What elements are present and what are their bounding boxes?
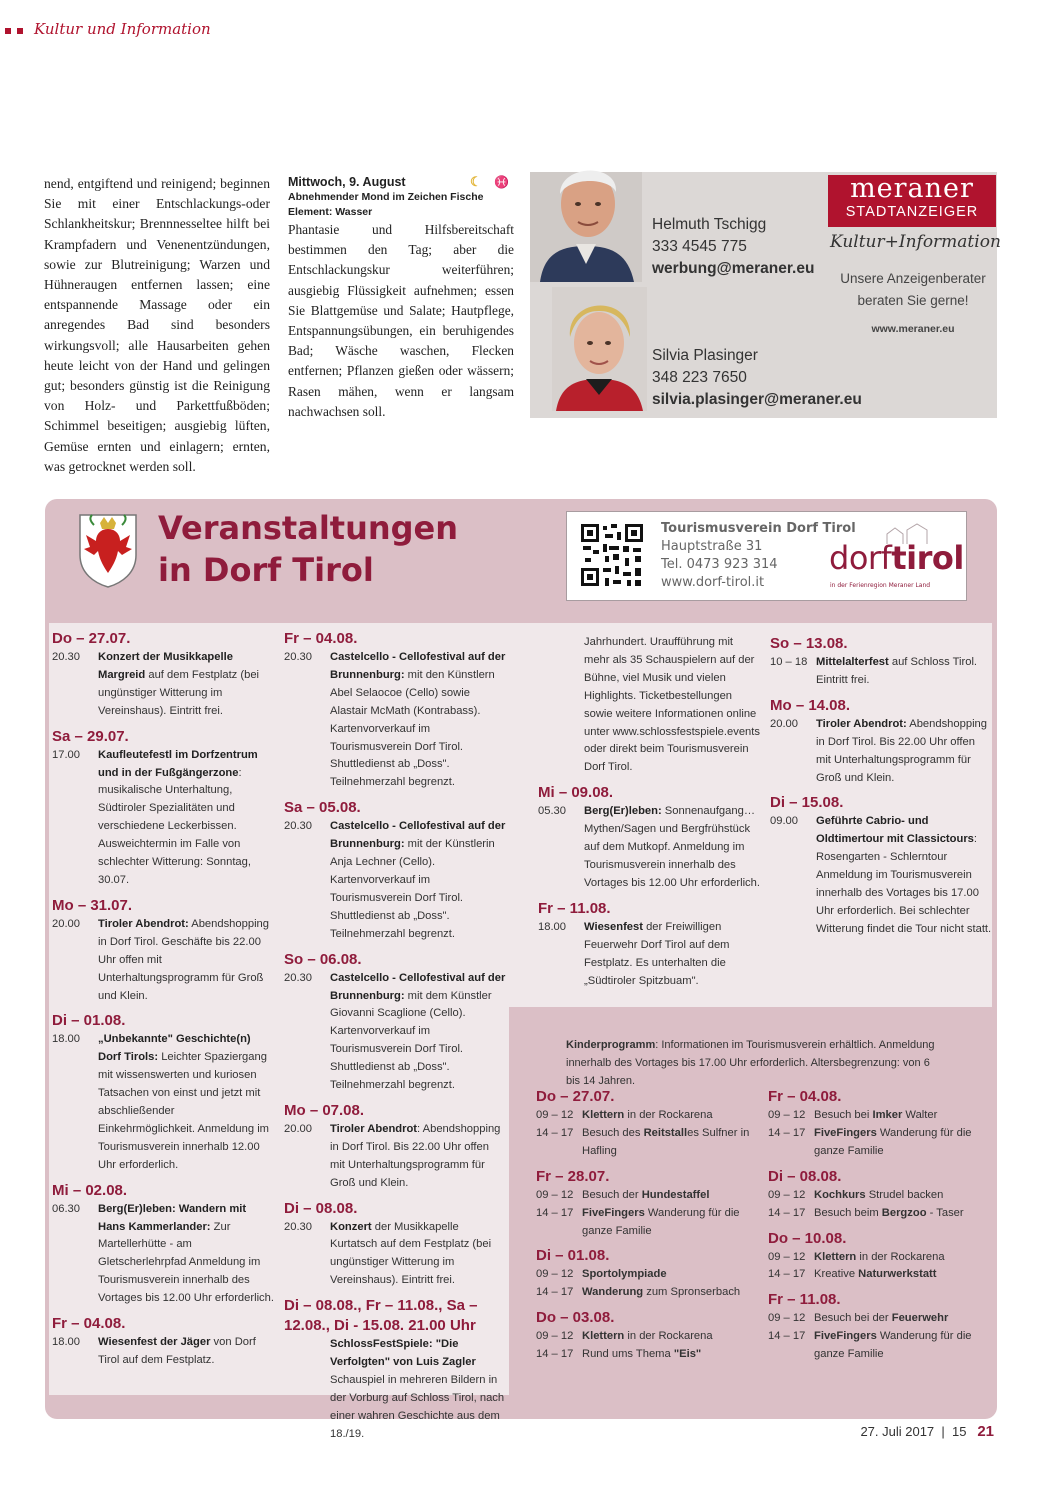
kids-activity — [582, 1328, 760, 1346]
kids-day — [536, 1167, 760, 1241]
event-text: : Rosengarten - Schlerntour Anmeldung im Tourismusverein innerhalb des Vortages bis 17.00 Uhr erforderlich. Bei schlechter Witterung findet die Tour nicht statt. — [816, 833, 992, 935]
event-time: 20.00 — [52, 917, 80, 930]
event-text: von Dorf Tirol auf dem Festplatz. — [98, 1336, 256, 1366]
event-time: 18.00 — [538, 920, 566, 933]
kids-activity-name: Reitstall — [643, 1126, 688, 1139]
kids-time: 09 – 12 — [536, 1268, 574, 1281]
page-number: 21 — [977, 1423, 994, 1440]
kids-activity-pre: Besuch bei — [814, 1109, 873, 1121]
kids-time: 09 – 12 — [768, 1312, 806, 1325]
event-text: mit dem Künstler Giovanni Scaglione (Cello). Kartenvorverkauf im Tourismusverein Dorf Tirol. Shuttledienst ab „Doss". Teilnehmerzahl begrenzt. — [330, 989, 492, 1092]
event-time: 09.00 — [770, 815, 798, 828]
event-date: So – 13.08. — [770, 635, 848, 652]
event-description — [584, 803, 760, 893]
event-entry — [284, 1101, 506, 1193]
kids-activity-text: in der Rockarena — [856, 1250, 945, 1263]
event-text: Abendshopping in Dorf Tirol. Bis 22.00 Uhr offen mit Unterhaltungsprogramm für Groß und Klein. — [816, 717, 988, 784]
kids-activity-name: FiveFingers — [582, 1206, 645, 1219]
kids-activity — [814, 1125, 992, 1161]
kids-activity-pre: Besuch der — [582, 1188, 642, 1201]
kinderprogramm-header: Kinderprogramm: Informationen im Tourismusverein erhältlich. Anmeldung innerhalb des Vortages bis 17.00 Uhr erforderlich. Altersbegrenzung: von 6 bis 14 Jahren. — [566, 1039, 935, 1087]
kids-activity-pre: Kreative — [814, 1268, 859, 1281]
kids-date: Fr – 28.07. — [536, 1167, 610, 1185]
kids-activity — [582, 1346, 760, 1364]
entry-date: Mittwoch, 9. August ☾ ♓ — [288, 174, 509, 189]
kids-activity-name: Naturwerkstatt — [858, 1268, 937, 1281]
event-description — [98, 1334, 274, 1370]
event-title: Wiesenfest der Jäger — [98, 1336, 211, 1349]
kultur-information-tagline: Kultur+Information — [830, 232, 1001, 252]
event-entry — [770, 634, 992, 690]
event-description — [98, 916, 274, 1006]
kids-row — [536, 1107, 760, 1125]
kids-activity — [814, 1328, 992, 1364]
event-date: Mo – 31.07. — [52, 896, 133, 914]
kids-row — [536, 1284, 760, 1302]
kids-day — [536, 1246, 760, 1302]
kids-activity-text: es Sulfner in Hafling — [582, 1126, 750, 1157]
event-description — [98, 1031, 274, 1174]
event-time: 20.30 — [284, 651, 312, 663]
event-title: Geführte Cabrio- und Oldtimertour mit Classictours — [816, 815, 974, 846]
event-time: 20.30 — [284, 971, 312, 984]
event-date: Di – 01.08. — [52, 1012, 126, 1030]
contact-email[interactable]: silvia.plasinger@meraner.eu — [652, 391, 862, 408]
event-time: 06.30 — [52, 1202, 80, 1215]
kids-row — [768, 1107, 992, 1125]
header-square-2 — [17, 28, 23, 34]
kids-activity-text: Walter — [902, 1109, 938, 1121]
event-entry — [52, 727, 274, 890]
event-row — [52, 1031, 274, 1174]
event-title: „Unbekannte" Geschichte(n) Dorf Tirols: — [98, 1033, 251, 1064]
kids-time: 09 – 12 — [768, 1250, 806, 1263]
event-row — [52, 1201, 274, 1308]
kids-row — [768, 1125, 992, 1161]
kids-time: 14 – 17 — [768, 1206, 806, 1219]
event-description — [330, 818, 506, 943]
kids-activity — [814, 1205, 992, 1223]
section-title: Kultur und Information — [34, 20, 211, 38]
event-description — [98, 747, 274, 890]
kids-time: 14 – 17 — [536, 1348, 574, 1361]
kids-activity — [814, 1310, 992, 1328]
event-description — [584, 919, 760, 991]
kids-date: Do – 27.07. — [536, 1088, 615, 1105]
event-entry — [770, 696, 992, 788]
kids-row — [536, 1328, 760, 1346]
kids-activity — [582, 1284, 760, 1302]
kids-row — [536, 1266, 760, 1284]
kids-row — [536, 1346, 760, 1364]
kids-activity — [814, 1266, 992, 1284]
page-footer: 27. Juli 2017 | 15 21 — [860, 1423, 994, 1440]
kids-activity-text: in der Rockarena — [624, 1330, 713, 1343]
event-row — [284, 1219, 506, 1291]
kids-day — [768, 1087, 992, 1161]
kids-activity-name: Feuerwehr — [891, 1312, 949, 1325]
event-title: Konzert der Musikkapelle Margreid — [98, 651, 233, 681]
event-time: 10 – 18 — [770, 656, 808, 668]
kids-activity — [814, 1187, 992, 1205]
event-date: Di – 15.08. — [770, 794, 844, 812]
event-row — [284, 1336, 506, 1443]
kids-row — [536, 1187, 760, 1205]
event-text: der Musikkapelle Kurtatsch auf dem Festplatz (bei ungünstiger Witterung im Vereinshaus). Eintritt frei. — [330, 1220, 492, 1287]
event-text: Leichter Spaziergang mit wissenswerten und kuriosen Tatsachen von einst und jetzt mit abschließender Einkehrmöglichkeit. Anmeldung im Tourismusverein innerhalb 12.00 Uhr erforderlich. — [98, 1051, 270, 1171]
kids-row — [768, 1328, 992, 1364]
event-row — [52, 649, 274, 721]
kids-activity — [814, 1249, 992, 1267]
kids-time: 14 – 17 — [768, 1126, 806, 1139]
event-date: Mo – 07.08. — [284, 1101, 365, 1119]
event-title: Wiesenfest — [584, 920, 643, 933]
kids-activity-text: Strudel backen — [865, 1188, 944, 1201]
event-time: 18.00 — [52, 1033, 80, 1046]
event-time: 20.30 — [284, 820, 312, 833]
contact-phone: 348 223 7650 — [652, 369, 747, 386]
event-time: 18.00 — [52, 1336, 80, 1349]
kids-row — [768, 1187, 992, 1205]
kids-activity-name: Klettern — [582, 1109, 625, 1121]
kids-date: Do – 10.08. — [768, 1229, 847, 1247]
event-text: : musikalische Unterhaltung, Südtiroler Spezialitäten und verschiedene Leckerbissen. Ausweichtermin im Falle von schlechter Witterung: Sonntag, 30.07. — [98, 766, 251, 886]
kids-time: 09 – 12 — [536, 1109, 574, 1121]
event-text: Abendshopping in Dorf Tirol. Geschäfte bis 22.00 Uhr offen mit Unterhaltungsprogramm für Groß und Klein. — [98, 917, 270, 1002]
kids-date: Di – 01.08. — [536, 1247, 610, 1265]
kids-activity-name: FiveFingers — [814, 1126, 877, 1139]
event-date: Sa – 05.08. — [284, 799, 361, 817]
entry-moon-sign: Abnehmender Mond im Zeichen Fische — [288, 191, 484, 203]
issue-date: 27. Juli 2017 — [860, 1424, 935, 1439]
event-entry — [284, 1199, 506, 1291]
event-title: Konzert — [330, 1220, 372, 1233]
kids-activity-name: Klettern — [582, 1330, 625, 1343]
kids-activity — [814, 1107, 992, 1125]
event-date: Fr – 11.08. — [538, 899, 611, 917]
kids-activity-name: Hundestaffel — [641, 1188, 710, 1201]
event-entry — [52, 1314, 274, 1370]
event-time: 17.00 — [52, 748, 80, 761]
event-text: auf dem Festplatz (bei ungünstiger Witterung im Vereinshaus). Eintritt frei. — [98, 668, 260, 717]
event-entry — [770, 793, 992, 938]
event-row — [52, 916, 274, 1006]
event-entry — [284, 950, 506, 1095]
event-date: Sa – 29.07. — [52, 727, 129, 745]
kids-activity — [582, 1125, 760, 1161]
kids-day — [536, 1087, 760, 1161]
kids-activity-name: "Eis" — [673, 1348, 702, 1361]
kids-activity-text: - Taser — [926, 1206, 964, 1219]
kids-row — [536, 1205, 760, 1241]
kids-row — [768, 1266, 992, 1284]
kids-time: 09 – 12 — [536, 1330, 574, 1343]
kids-date: Fr – 11.08. — [768, 1291, 841, 1309]
kids-activity-pre: Besuch beim — [814, 1206, 882, 1219]
moon-icon: ☾ — [470, 174, 482, 189]
contact-email[interactable]: werbung@meraner.eu — [652, 260, 815, 277]
event-description — [330, 1219, 506, 1291]
dorf-tirol-logo-sub: in der Ferienregion Meraner Land — [830, 582, 931, 589]
article-text-column-1: nend, entgiftend und reinigend; beginnen Sie mit einer Entschlackungs-oder Schlankheitskur; Brennnesseltee hilft bei Krampfadern und Venenentzündungen, sowie zur Blutreinigung; Warzen und Hühneraugen entfernen lassen; eine entspannende Massage oder ein anregendes Bad sind besonders wirkungsvoll; alle Hausarbeiten gehen heute leicht von der Hand und gelingen gut; besonders günstig ist die Reinigung von Holz- und Parkettfußböden; Schimmel beseitigen; ausgiebig lüften, Gemüse ernten und einlagern; ernten, was getrocknet werden soll. — [44, 176, 270, 474]
contact-name: Helmuth Tschigg — [652, 216, 767, 233]
event-description — [330, 1336, 506, 1443]
event-entry — [52, 1011, 274, 1174]
event-text: : Abendshopping in Dorf Tirol. Bis 22.00 Uhr offen mit Unterhaltungsprogramm für Groß und Klein. — [330, 1122, 501, 1189]
kids-time: 14 – 17 — [768, 1330, 806, 1343]
kids-activity-text: in der Rockarena — [624, 1109, 713, 1121]
kids-time: 09 – 12 — [536, 1188, 574, 1201]
kids-time: 09 – 12 — [768, 1188, 806, 1201]
issue-number: 15 — [952, 1424, 967, 1439]
event-description — [330, 649, 506, 792]
tv-website[interactable]: www.dorf-tirol.it — [661, 575, 765, 590]
event-description — [98, 1201, 274, 1308]
kids-activity-name: FiveFingers — [814, 1330, 877, 1343]
kids-column-left — [536, 1081, 760, 1364]
berater-text: Unsere Anzeigenberater beraten Sie gerne! — [840, 271, 986, 308]
tourismusverein-ad — [566, 511, 967, 601]
event-time: 05.30 — [538, 805, 566, 818]
kids-day — [768, 1167, 992, 1223]
events-column-1 — [52, 623, 274, 1370]
kids-activity-text: Wanderung für die ganze Familie — [582, 1206, 740, 1237]
tirol-coat-of-arms-icon — [78, 511, 138, 589]
kids-activity — [582, 1266, 760, 1284]
event-date: Mi – 02.08. — [52, 1181, 128, 1199]
events-column-3 — [538, 634, 760, 990]
event-title: Tiroler Abendrot: — [816, 717, 907, 730]
event-time: 20.00 — [770, 717, 798, 730]
kids-date: Do – 03.08. — [536, 1309, 615, 1327]
header-square-1 — [5, 28, 11, 34]
event-title: Berg(Er)leben: Wandern mit Hans Kammerlander: — [98, 1202, 247, 1233]
event-text: Schauspiel in mehreren Bildern in der Vorburg auf Schloss Tirol, nach einer wahren Geschichte aus dem 18./19. — [330, 1374, 505, 1440]
event-date: So – 06.08. — [284, 950, 362, 968]
photo-silvia-plasinger — [552, 287, 647, 411]
event-title: SchlossFestSpiele: "Die Verfolgten" von Luis Zagler — [330, 1338, 476, 1369]
event-description — [330, 970, 506, 1095]
moon-calendar-entry — [288, 174, 514, 422]
events-title: Veranstaltungen in Dorf Tirol — [158, 509, 459, 589]
event-text: mit der Künstlerin Anja Lechner (Cello). Kartenvorverkauf im Tourismusverein Dorf Tirol. Shuttledienst ab „Doss". Teilnehmerzahl begrenzt. — [330, 838, 495, 940]
kids-activity-text: Wanderung für die ganze Familie — [814, 1330, 972, 1361]
meraner-website[interactable]: www.meraner.eu — [871, 323, 955, 335]
photo-helmuth-tschigg — [530, 154, 642, 282]
event-entry — [52, 1181, 274, 1308]
event-entry — [538, 783, 760, 893]
tourismusverein-address: Tourismusverein Dorf Tirol Hauptstraße 31 Tel. 0473 923 314 www.dorf-tirol.it — [661, 521, 856, 590]
event-description — [816, 654, 992, 690]
event-row — [284, 1121, 506, 1193]
contact-helmuth — [652, 214, 814, 280]
event-text: auf Schloss Tirol. Eintritt frei. — [816, 656, 978, 686]
meraner-logo: meraner STADTANZEIGER — [828, 175, 996, 227]
event-entry — [52, 629, 274, 721]
event-entry — [284, 1296, 506, 1443]
kids-time: 14 – 17 — [536, 1286, 574, 1299]
event-entry — [52, 896, 274, 1006]
event-row — [52, 1334, 274, 1370]
event-entry — [284, 798, 506, 943]
event-title: Tiroler Abendrot: — [98, 917, 189, 930]
event-time — [284, 1336, 330, 1443]
event-text: der Freiwilligen Feuerwehr Dorf Tirol auf dem Festplatz. Es unterhalten die „Südtiroler Spitzbuam". — [584, 920, 730, 987]
event-row — [52, 747, 274, 890]
event-date: Fr – 04.08. — [52, 1315, 126, 1333]
kids-activity-pre: Besuch des — [582, 1126, 644, 1139]
kids-activity-name: Wanderung — [582, 1286, 644, 1299]
contact-phone: 333 4545 775 — [652, 238, 747, 255]
event-date: Mo – 14.08. — [770, 696, 851, 714]
event-title: Castelcello - Cellofestival auf der Brunnenburg: — [330, 651, 506, 681]
kids-activity-name: Kochkurs — [814, 1188, 866, 1201]
event-description — [816, 716, 992, 788]
event-row — [284, 649, 506, 792]
kids-activity-name: Imker — [872, 1109, 903, 1121]
event-date: Di – 08.08., Fr – 11.08., Sa – 12.08., Di - 15.08. 21.00 Uhr — [284, 1297, 478, 1335]
event-date: Mi – 09.08. — [538, 784, 614, 802]
kids-day — [768, 1290, 992, 1364]
event-title: Kaufleutefestl im Dorfzentrum und in der Fußgängerzone — [98, 748, 258, 779]
kids-row — [768, 1310, 992, 1328]
event-date: Fr – 04.08. — [284, 630, 358, 647]
event-time: 20.30 — [52, 651, 80, 663]
event-row — [538, 803, 760, 893]
event-continuation-text: Jahrhundert. Uraufführung mit mehr als 35 Schauspielern auf der Bühne, viel Musik und vielen Highlights. Ticketbestellungen sowie weitere Informationen online unter www.schlossfestspiele.events oder direkt beim Tourismusverein Dorf Tirol. — [584, 636, 760, 774]
event-row — [284, 818, 506, 943]
events-column-4 — [770, 628, 992, 939]
event-entry — [284, 629, 506, 792]
events-column-2 — [284, 623, 506, 1444]
qr-code-icon[interactable] — [579, 522, 645, 588]
kids-time: 14 – 17 — [768, 1268, 806, 1281]
kids-time: 14 – 17 — [536, 1126, 574, 1139]
event-date: Di – 08.08. — [284, 1199, 358, 1217]
event-row — [538, 919, 760, 991]
kids-date: Di – 08.08. — [768, 1167, 842, 1185]
kids-day — [768, 1229, 992, 1285]
event-date: Do – 27.07. — [52, 630, 131, 647]
event-row — [284, 970, 506, 1095]
kids-day — [536, 1308, 760, 1364]
kids-activity — [582, 1107, 760, 1125]
event-description — [816, 813, 992, 938]
kids-activity-pre: Rund ums Thema — [582, 1348, 674, 1361]
dorf-tirol-logo: dorftirol — [829, 539, 964, 577]
event-text: mit den Künstlern Abel Selaocoe (Cello) sowie Alastair McMath (Kontrabass). Kartenvorverkauf im Tourismusverein Dorf Tirol. Shuttledienst ab „Doss". Teilnehmerzahl begrenzt. — [330, 668, 495, 789]
kids-row — [768, 1205, 992, 1223]
entry-text: Phantasie und Hilfsbereitschaft bestimmen den Tag; aber die Entschlackungskur weiterführen; ausgiebig Flüssigkeit aufnehmen; essen Sie Blattgemüse und Salate; Hautpflege, Entspannungsübungen, ein beruhigendes Bad; Wäsche waschen, Flecken entfernen; Pflanzen gießen oder wässern; Rasen mähen, wenn er langsam nachwachsen soll. — [288, 222, 514, 419]
event-row — [770, 716, 992, 788]
kids-activity-text: Wanderung für die ganze Familie — [814, 1126, 972, 1157]
kids-row — [536, 1125, 760, 1161]
kids-row — [768, 1249, 992, 1267]
event-description — [330, 1121, 506, 1193]
fish-sign-icon: ♓ — [494, 175, 509, 189]
event-text: Sonnenaufgang… Mythen/Sagen und Bergfrühstück auf dem Mutkopf. Anmeldung im Tourismusverein innerhalb des Vortages bis 12.00 Uhr erforderlich. — [584, 805, 760, 889]
contact-silvia — [652, 345, 862, 411]
kids-activity-name: Sportolympiade — [582, 1268, 667, 1281]
kids-time: 09 – 12 — [768, 1109, 806, 1121]
event-text: Zur Martellerhütte - am Gletscherlehrpfad Anmeldung im Tourismusverein innerhalb des Vortages bis 12.00 Uhr erforderlich. — [98, 1220, 274, 1305]
event-time: 20.30 — [284, 1220, 312, 1233]
kids-activity — [582, 1187, 760, 1205]
kids-activity-name: Klettern — [814, 1250, 857, 1263]
event-description — [98, 649, 274, 721]
kids-time: 14 – 17 — [536, 1206, 574, 1219]
kids-activity-text: zum Spronserbach — [643, 1286, 741, 1299]
entry-element: Element: Wasser — [288, 206, 373, 218]
event-row — [770, 654, 992, 690]
kids-activity-pre: Besuch bei der — [814, 1312, 892, 1325]
event-title: Berg(Er)leben: — [584, 805, 662, 818]
advertising-contact-box — [530, 172, 1001, 418]
kids-date: Fr – 04.08. — [768, 1088, 842, 1105]
event-time: 20.00 — [284, 1122, 312, 1135]
event-entry — [538, 899, 760, 991]
event-title: Castelcello - Cellofestival auf der Brunnenburg: — [330, 820, 506, 851]
kids-column-right — [768, 1081, 992, 1364]
contact-name: Silvia Plasinger — [652, 347, 758, 364]
event-title: Tiroler Abendrot — [330, 1122, 418, 1135]
kids-activity-name: Bergzoo — [881, 1206, 927, 1219]
event-title: Castelcello - Cellofestival auf der Brunnenburg: — [330, 971, 506, 1002]
kids-activity — [582, 1205, 760, 1241]
event-title: Mittelalterfest — [816, 656, 889, 668]
event-row — [770, 813, 992, 938]
